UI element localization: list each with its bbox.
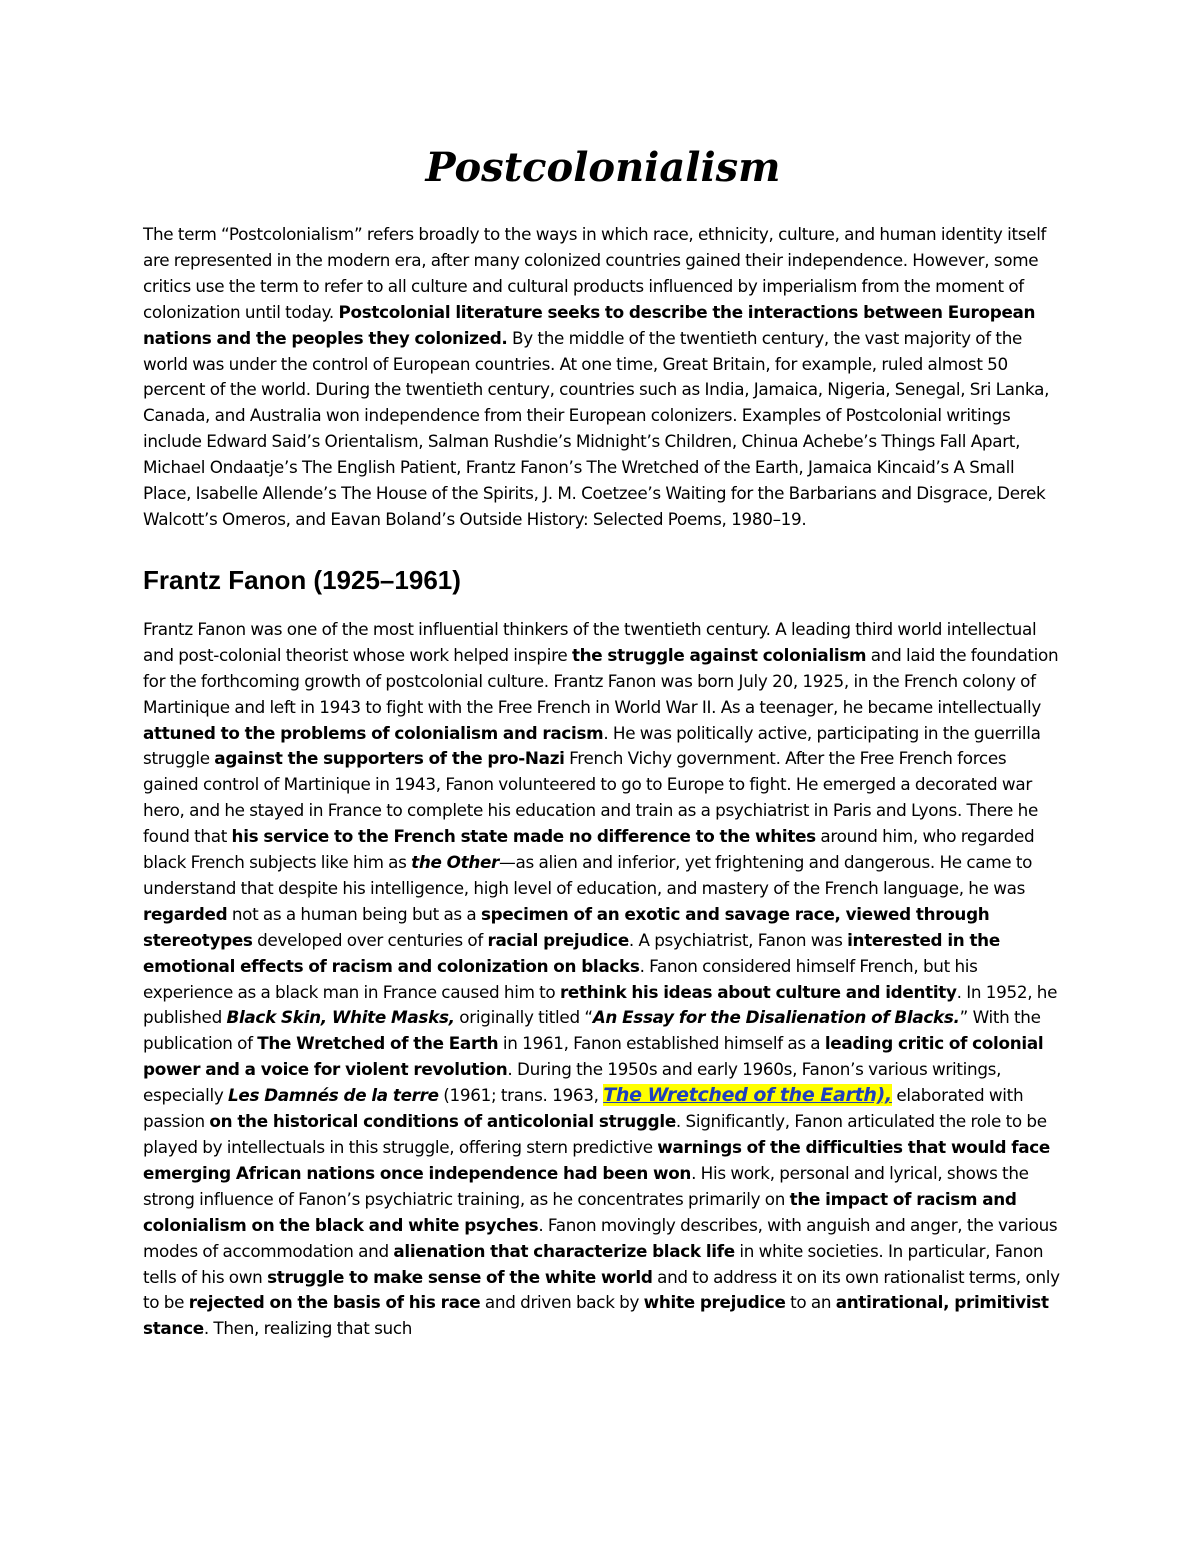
- bold-text: on the historical conditions of anticolonial struggle: [209, 1111, 676, 1132]
- text-run: —as alien and inferior, yet frightening and dangerous. He came to understand that despite his intelligence, high level of education, and mastery of the French language, he was: [143, 852, 1033, 898]
- bold-text: alienation that characterize black life: [393, 1240, 735, 1261]
- text-run: . In 1952, he published: [143, 981, 1058, 1028]
- text-run: Frantz Fanon was one of the most influential thinkers of the twentieth century. A leading third world intellectual and post-colonial theorist whose work helped inspire: [143, 618, 1037, 665]
- text-run: ” With the publication of: [143, 1007, 1041, 1054]
- bold-text: leading critic of colonial power and a voice for violent revolution: [143, 1033, 1044, 1080]
- text-run: to an: [785, 1292, 836, 1313]
- bold-text: struggle to make sense of the white world: [267, 1266, 653, 1287]
- text-run: . His work, personal and lyrical, shows the strong influence of Fanon’s psychiatric training, as he concentrates primarily on: [143, 1162, 1029, 1209]
- fanon-paragraph: [143, 617, 1063, 1342]
- text-run: in white societies. In particular, Fanon tells of his own: [143, 1240, 1044, 1287]
- text-run: The term “Postcolonialism” refers broadly to the ways in which race, ethnicity, culture, and human identity itself are represented in the modern era, after many colonized countries gained their independence. However, some critics use the term to refer to all culture and cultural products influenced by imperialism from the moment of colonization until today.: [143, 224, 1047, 322]
- bold-text: specimen of an exotic and savage race, viewed through stereotypes: [143, 903, 990, 950]
- text-run: and laid the foundation for the forthcoming growth of postcolonial culture. Frantz Fanon was born July 20, 1925, in the French colony of Martinique and left in 1943 to fight with the Free French in World War II. As a teenager, he became intellectually: [143, 644, 1059, 717]
- text-run: originally titled “: [454, 1007, 593, 1028]
- text-run: . He was politically active, participating in the guerrilla struggle: [143, 722, 1041, 769]
- text-run: . Significantly, Fanon articulated the role to be played by intellectuals in this struggle, offering stern predictive: [143, 1111, 1047, 1157]
- bold-text: rejected on the basis of his race: [188, 1292, 481, 1313]
- bold-text: regarded: [143, 903, 228, 924]
- bold-text: his service to the French state made no difference to the whites: [231, 826, 816, 847]
- bold-text: the impact of racism and colonialism on the black and white psyches: [143, 1188, 1017, 1235]
- bold-italic-text: Black Skin, White Masks,: [226, 1007, 455, 1028]
- bold-text: attuned to the problems of colonialism and racism: [143, 722, 604, 743]
- text-run: French Vichy government. After the Free French forces gained control of Martinique in 1943, Fanon volunteered to go to Europe to fight. He emerged a decorated war hero, and he stayed in France to complete his education and train as a psychiatrist in Paris and Lyons. There he found that: [143, 748, 1038, 847]
- bold-text: rethink his ideas about culture and identity: [559, 981, 957, 1002]
- section-heading: Frantz Fanon (1925–1961): [143, 564, 461, 595]
- text-run: . Fanon considered himself French, but his experience as a black man in France caused him to: [143, 955, 978, 1002]
- text-run: . During the 1950s and early 1960s, Fanon’s various writings, especially: [143, 1059, 1002, 1106]
- text-run: By the middle of the twentieth century, the vast majority of the world was under the control of European countries. At one time, Great Britain, for example, ruled almost 50 percent of the world. During the twentieth century, countries such as India, Jamaica, Nigeria, Senegal, Sri Lanka, Canada, and Australia won independence from their European colonizers. Examples of Postcolonial writings include Edward Said’s Orientalism, Salman Rushdie’s Midnight’s Children, Chinua Achebe’s Things Fall Apart, Michael Ondaatje’s The English Patient, Frantz Fanon’s The Wretched of the Earth, Jamaica Kincaid’s A Small Place, Isabelle Allende’s The House of the Spirits, J. M. Coetzee’s Waiting for the Barbarians and Disgrace, Derek Walcott’s Omeros, and Eavan Boland’s Outside History: Selected Poems, 1980–19.: [143, 327, 1050, 529]
- text-run: and driven back by: [480, 1292, 644, 1313]
- bold-italic-text: An Essay for the Disalienation of Blacks.: [592, 1007, 960, 1028]
- text-run: in 1961, Fanon established himself as a: [498, 1033, 825, 1054]
- text-run: not as a human being but as a: [227, 903, 481, 924]
- bold-text: warnings of the difficulties that would face emerging African nations once independence had been won: [143, 1137, 1050, 1183]
- text-run: . Fanon movingly describes, with anguish and anger, the various modes of accommodation and: [143, 1214, 1058, 1261]
- text-run: elaborated with passion: [143, 1085, 1024, 1132]
- bold-text: antirational, primitivist stance: [143, 1292, 1049, 1339]
- text-run: developed over centuries of: [252, 929, 488, 950]
- text-run: . A psychiatrist, Fanon was: [628, 929, 848, 950]
- text-run: (1961; trans. 1963,: [438, 1085, 604, 1106]
- bold-italic-text: Les Damnés de la terre: [228, 1085, 439, 1106]
- bold-text: against the supporters of the pro-Nazi: [214, 748, 565, 769]
- document-page: [143, 128, 1063, 1342]
- intro-paragraph: [143, 222, 1063, 533]
- text-run: . Then, realizing that such: [203, 1318, 413, 1339]
- page-title: Postcolonialism: [425, 144, 781, 191]
- highlighted-link[interactable]: The Wretched of the Earth),: [603, 1084, 892, 1107]
- bold-text: Postcolonial literature seeks to describe the interactions between European nations and the peoples they colonized.: [143, 301, 1036, 348]
- bold-text: interested in the emotional effects of racism and colonization on blacks: [143, 929, 1000, 976]
- bold-text: white prejudice: [643, 1292, 786, 1313]
- bold-text: The Wretched of the Earth: [257, 1033, 499, 1054]
- text-run: and to address it on its own rationalist terms, only to be: [143, 1266, 1060, 1313]
- bold-text: racial prejudice: [487, 929, 629, 950]
- bold-italic-text: the Other: [411, 852, 500, 873]
- bold-text: the struggle against colonialism: [571, 644, 867, 665]
- text-run: around him, who regarded black French subjects like him as: [143, 826, 1035, 873]
